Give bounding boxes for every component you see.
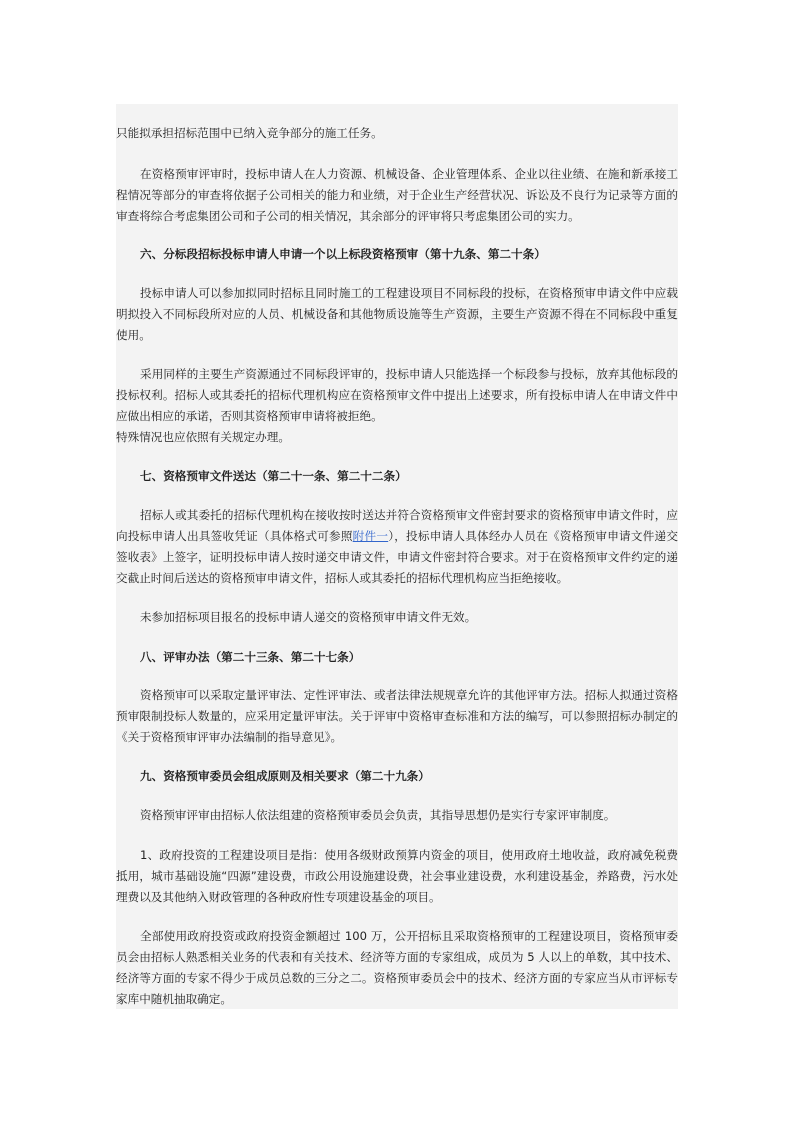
section-heading-9: 九、资格预审委员会组成原则及相关要求（第二十九条）: [140, 769, 430, 783]
paragraph: 资格预审可以采取定量评审法、定性评审法、或者法律法规规章允许的其他评审方法。招标人拟通过资格预审限制投标人数量的，应采用定量评审法。关于评审中资格审查标准和方法的编写，可以参照招标办制定的《关于资格预审评审办法编制的指导意见》。: [116, 688, 678, 744]
section-heading-6: 六、分标段招标投标申请人申请一个以上标段资格预审（第十九条、第二十条）: [140, 247, 546, 261]
paragraph: 采用同样的主要生产资源通过不同标段评审的，投标申请人只能选择一个标段参与投标，放弃其他标段的投标权利。招标人或其委托的招标代理机构应在资格预审文件中提出上述要求，所有投标申请人在申请文件中应做出相应的承诺，否则其资格预审申请将被拒绝。: [116, 367, 678, 423]
paragraph: 1、政府投资的工程建设项目是指：使用各级财政预算内资金的项目，使用政府土地收益，政府减免税费抵用，城市基础设施“四源”建设费，市政公用设施建设费，社会事业建设费，水利建设基金，养路费，污水处理费以及其他纳入财政管理的各种政府性专项建设基金的项目。: [116, 848, 678, 904]
paragraph: 未参加招标项目报名的投标申请人递交的资格预审申请文件无效。: [140, 610, 477, 624]
paragraph: 全部使用政府投资或政府投资金额超过 100 万，公开招标且采取资格预审的工程建设项目，资格预审委员会由招标人熟悉相关业务的代表和有关技术、经济等方面的专家组成，成员为 5 人以上的单数，其中技术、经济等方面的专家不得少于成员总数的三分之二。资格预审委员会中的技术、经济方面的专家应当从市评标专家库中随机抽取确定。: [116, 929, 678, 1006]
paragraph: 资格预审评审由招标人依法组建的资格预审委员会负责，其指导思想仍是实行专家评审制度。: [140, 808, 616, 822]
paragraph: 特殊情况也应依照有关规定办理。: [116, 430, 290, 444]
paragraph: 投标申请人可以参加拟同时招标且同时施工的工程建设项目不同标段的投标，在资格预审申请文件中应载明拟投入不同标段所对应的人员、机械设备和其他物质设施等生产资源，主要生产资源不得在不同标段中重复使用。: [116, 286, 678, 342]
paragraph: 只能拟承担招标范围中已纳入竞争部分的施工任务。: [116, 126, 383, 140]
paragraph-text: 招标人或其委托的招标代理机构在接收按时送达并符合资格预审文件密封要求的资格预审申请文件时，应向投标申请人出具签收凭证（具体格式可参照: [116, 508, 678, 543]
section-heading-8: 八、评审办法（第二十三条、第二十七条）: [140, 650, 361, 664]
paragraph: [116, 505, 678, 589]
paragraph-text: ），投标申请人具体经办人员在《资格预审申请文件递交签收表》上签字，证明投标申请人按时递交申请文件，申请文件密封符合要求。对于在资格预审文件约定的递交截止时间后送达的资格预审申请文件，招标人或其委托的招标代理机构应当拒绝接收。: [116, 529, 678, 585]
document-page: [116, 104, 678, 1009]
section-heading-7: 七、资格预审文件送达（第二十一条、第二十二条）: [140, 469, 407, 483]
attachment-link[interactable]: 附件一: [352, 529, 389, 543]
paragraph: 在资格预审评审时，投标申请人在人力资源、机械设备、企业管理体系、企业以往业绩、在施和新承接工程情况等部分的审查将依据子公司相关的能力和业绩，对于企业生产经营状况、诉讼及不良行为记录等方面的审查将综合考虑集团公司和子公司的相关情况，其余部分的评审将只考虑集团公司的实力。: [116, 167, 678, 223]
